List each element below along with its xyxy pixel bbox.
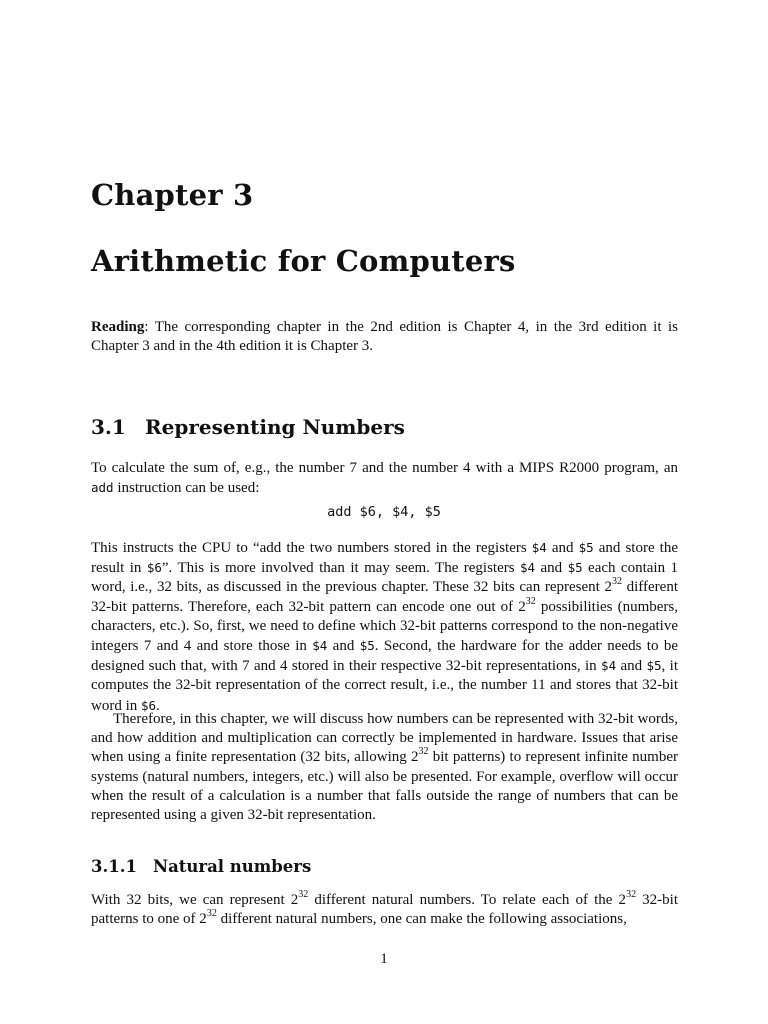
reading-label: Reading [91, 319, 145, 335]
inline-code: $4 [520, 560, 536, 576]
section-heading [91, 415, 405, 439]
text-run: different 32-bit patterns. Therefore, each 32-bit pattern can encode one out of 2 [91, 579, 678, 615]
superscript: 32 [525, 595, 536, 607]
reading-text: : The corresponding chapter in the 2nd edition is Chapter 4, in the 3rd edition it is Chapter 3 and in the 4th edition it is Chapter 3. [91, 319, 678, 355]
text-run: 32-bit patterns to one of 2 [91, 892, 678, 928]
text-run: and [546, 540, 579, 556]
superscript: 32 [418, 746, 429, 758]
text-run: and [616, 658, 647, 675]
inline-code: $6 [141, 697, 157, 713]
text-run: and [327, 638, 360, 655]
section-number: 3.1 [91, 415, 126, 439]
superscript: 32 [206, 908, 217, 920]
text-run: . [156, 697, 160, 714]
inline-code: $4 [531, 540, 547, 555]
subsection-heading [91, 857, 311, 876]
text-run: and [535, 560, 568, 577]
subsection-title: Natural numbers [153, 857, 312, 876]
body-paragraph-2 [91, 710, 678, 825]
superscript: 32 [626, 889, 637, 900]
chapter-title: Arithmetic for Computers [91, 244, 516, 278]
section-title: Representing Numbers [145, 415, 405, 439]
text-run: To calculate the sum of, e.g., the number 7 and the number 4 with a MIPS R2000 program, an [91, 460, 678, 476]
superscript: 32 [611, 576, 622, 588]
inline-code: add [91, 480, 114, 496]
subsection-number: 3.1.1 [91, 857, 137, 876]
superscript: 32 [298, 889, 309, 900]
inline-code: $4 [601, 658, 617, 674]
inline-code: $5 [578, 540, 594, 555]
code-line: add $6, $4, $5 [327, 504, 441, 520]
reading-paragraph [91, 318, 678, 356]
text-run: Therefore, in this chapter, we will discuss how numbers can be represented with 32-bit words, and how addition and multiplication can correctly be implemented in hardware. Issues that arise when using a finite representation (32 bits, allowing 2 [91, 711, 678, 766]
body-paragraph-1 [91, 538, 678, 716]
text-run: With 32 bits, we can represent 2 [91, 892, 299, 908]
text-run: . Second, the hardware for the adder needs to be designed such that, with 7 and 4 stored in their respective 32-bit representations, in [91, 638, 678, 675]
intro-paragraph [91, 459, 678, 498]
body-paragraph-3 [91, 891, 678, 929]
text-run: This instructs the CPU to “add the two numbers stored in the registers [91, 540, 532, 556]
page-number: 1 [380, 951, 388, 967]
inline-code: $5 [359, 638, 375, 654]
text-run: bit patterns) to represent infinite number systems (natural numbers, integers, etc.) will also be presented. For example, overflow will occur when the result of a calculation is a number that falls outside the range of numbers that can be represented using a given 32-bit representation. [91, 749, 679, 824]
text-run: instruction can be used: [113, 480, 260, 497]
inline-code: $5 [567, 560, 583, 576]
inline-code: $4 [312, 638, 328, 654]
text-run: possibilities (numbers, characters, etc.). So, first, we need to define which 32-bit patterns correspond to the non-negative integers 7 and 4 and store those in [91, 598, 678, 655]
text-run: each contain 1 word, i.e., 32 bits, as discussed in the previous chapter. These 32 bits can represent 2 [91, 560, 678, 596]
text-run: , it computes the 32-bit representation of the correct result, i.e., the number 11 and stores that 32-bit word in [91, 658, 678, 714]
inline-code: $6 [146, 560, 162, 576]
text-run: ”. This is more involved than it may seem. The registers [161, 560, 520, 577]
inline-code: $5 [646, 658, 662, 674]
text-run: different natural numbers. To relate each of the 2 [308, 892, 627, 908]
text-run: different natural numbers, one can make the following associations, [216, 911, 627, 928]
text-run: and store the result in [91, 540, 678, 577]
chapter-label: Chapter 3 [91, 178, 254, 212]
